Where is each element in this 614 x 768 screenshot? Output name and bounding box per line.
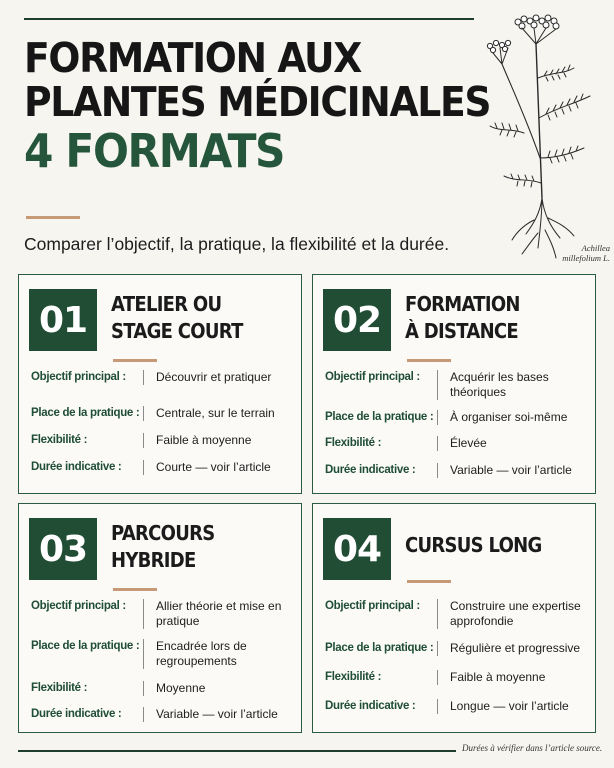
value-objectif: Découvrir et pratiquer: [156, 370, 272, 384]
illustration-caption: [520, 243, 610, 263]
row-pratique: [325, 641, 587, 656]
label-objectif: Objectif principal :: [31, 600, 126, 612]
title-accent-rule: [26, 216, 80, 219]
value-pratique: Régulière et progressive: [450, 641, 581, 655]
separator: [143, 433, 144, 448]
yarrow-illustration: [478, 8, 608, 268]
row-flexibilite: [325, 670, 587, 685]
row-duree: [31, 707, 293, 722]
value-pratique: À organiser soi-même: [450, 410, 568, 424]
label-duree: Durée indicative :: [325, 464, 416, 476]
value-duree: Courte — voir l’article: [156, 460, 271, 474]
value-duree: Longue — voir l’article: [450, 699, 569, 713]
value-objectif: Allier théorie et mise en pratique: [156, 599, 282, 628]
row-duree: [325, 699, 587, 714]
label-duree: Durée indicative :: [325, 700, 416, 712]
separator: [437, 410, 438, 425]
card-title-line-2: HYBRIDE: [111, 548, 196, 572]
separator: [143, 707, 144, 722]
title-line-1: FORMATION AUX: [24, 34, 362, 82]
separator: [437, 670, 438, 685]
value-objectif: Acquérir les bases théoriques: [450, 370, 549, 399]
caption-line-2: millefolium L.: [562, 253, 610, 263]
card-title-line-1: CURSUS LONG: [405, 533, 542, 557]
label-objectif: Objectif principal :: [31, 371, 126, 383]
separator: [437, 436, 438, 451]
row-pratique: [31, 406, 293, 421]
row-flexibilite: [325, 436, 587, 451]
card-number: 04: [323, 518, 391, 580]
value-pratique: Centrale, sur le terrain: [156, 406, 275, 420]
separator: [437, 699, 438, 714]
separator: [437, 599, 438, 629]
row-duree: [31, 460, 293, 475]
row-flexibilite: [31, 433, 293, 448]
label-pratique: Place de la pratique :: [31, 640, 140, 652]
title-line-2: PLANTES MÉDICINALES: [24, 78, 491, 126]
caption-line-1: Achillea: [581, 243, 610, 253]
card-number: 02: [323, 289, 391, 351]
separator: [143, 681, 144, 696]
separator: [437, 463, 438, 478]
card-accent-rule: [407, 359, 451, 362]
separator: [143, 599, 144, 629]
page-title: [24, 36, 490, 176]
card-title: [405, 532, 542, 559]
row-duree: [325, 463, 587, 478]
card-title: [111, 520, 215, 574]
separator: [143, 639, 144, 669]
card-number: 01: [29, 289, 97, 351]
footnote: Durées à vérifier dans l’article source.: [462, 743, 603, 753]
card-title-line-1: FORMATION: [405, 292, 520, 316]
separator: [437, 641, 438, 656]
separator: [143, 370, 144, 385]
label-flexibilite: Flexibilité :: [325, 671, 382, 683]
separator: [437, 370, 438, 400]
label-objectif: Objectif principal :: [325, 371, 420, 383]
separator: [143, 406, 144, 421]
format-card-02: [312, 274, 596, 494]
card-number: 03: [29, 518, 97, 580]
title-accent: 4 FORMATS: [24, 124, 285, 178]
label-pratique: Place de la pratique :: [325, 411, 434, 423]
label-flexibilite: Flexibilité :: [31, 682, 88, 694]
row-pratique: [31, 639, 293, 669]
top-rule: [24, 18, 474, 20]
value-flexibilite: Élevée: [450, 436, 487, 450]
value-flexibilite: Faible à moyenne: [156, 433, 252, 447]
row-objectif: [31, 599, 293, 629]
label-duree: Durée indicative :: [31, 461, 122, 473]
format-card-04: [312, 503, 596, 733]
label-flexibilite: Flexibilité :: [325, 437, 382, 449]
value-duree: Variable — voir l’article: [450, 463, 572, 477]
label-flexibilite: Flexibilité :: [31, 434, 88, 446]
format-card-03: [18, 503, 302, 733]
card-title: [111, 291, 243, 345]
value-flexibilite: Faible à moyenne: [450, 670, 546, 684]
row-objectif: [31, 370, 293, 385]
bottom-rule: [18, 750, 456, 752]
value-duree: Variable — voir l’article: [156, 707, 278, 721]
label-duree: Durée indicative :: [31, 708, 122, 720]
card-title: [405, 291, 520, 345]
value-pratique: Encadrée lors de regroupements: [156, 639, 247, 668]
card-accent-rule: [113, 359, 157, 362]
card-accent-rule: [113, 588, 157, 591]
row-flexibilite: [31, 681, 293, 696]
row-objectif: [325, 599, 587, 629]
value-objectif: Construire une expertise approfondie: [450, 599, 581, 628]
subtitle: Comparer l’objectif, la pratique, la flexibilité et la durée.: [24, 234, 450, 254]
card-title-line-1: ATELIER OU: [111, 292, 222, 316]
format-card-01: [18, 274, 302, 494]
value-flexibilite: Moyenne: [156, 681, 206, 695]
row-pratique: [325, 410, 587, 425]
label-objectif: Objectif principal :: [325, 600, 420, 612]
label-pratique: Place de la pratique :: [31, 407, 140, 419]
card-title-line-1: PARCOURS: [111, 521, 215, 545]
card-accent-rule: [407, 580, 451, 583]
label-pratique: Place de la pratique :: [325, 642, 434, 654]
card-title-line-2: À DISTANCE: [405, 319, 518, 343]
separator: [143, 460, 144, 475]
row-objectif: [325, 370, 587, 400]
card-title-line-2: STAGE COURT: [111, 319, 243, 343]
